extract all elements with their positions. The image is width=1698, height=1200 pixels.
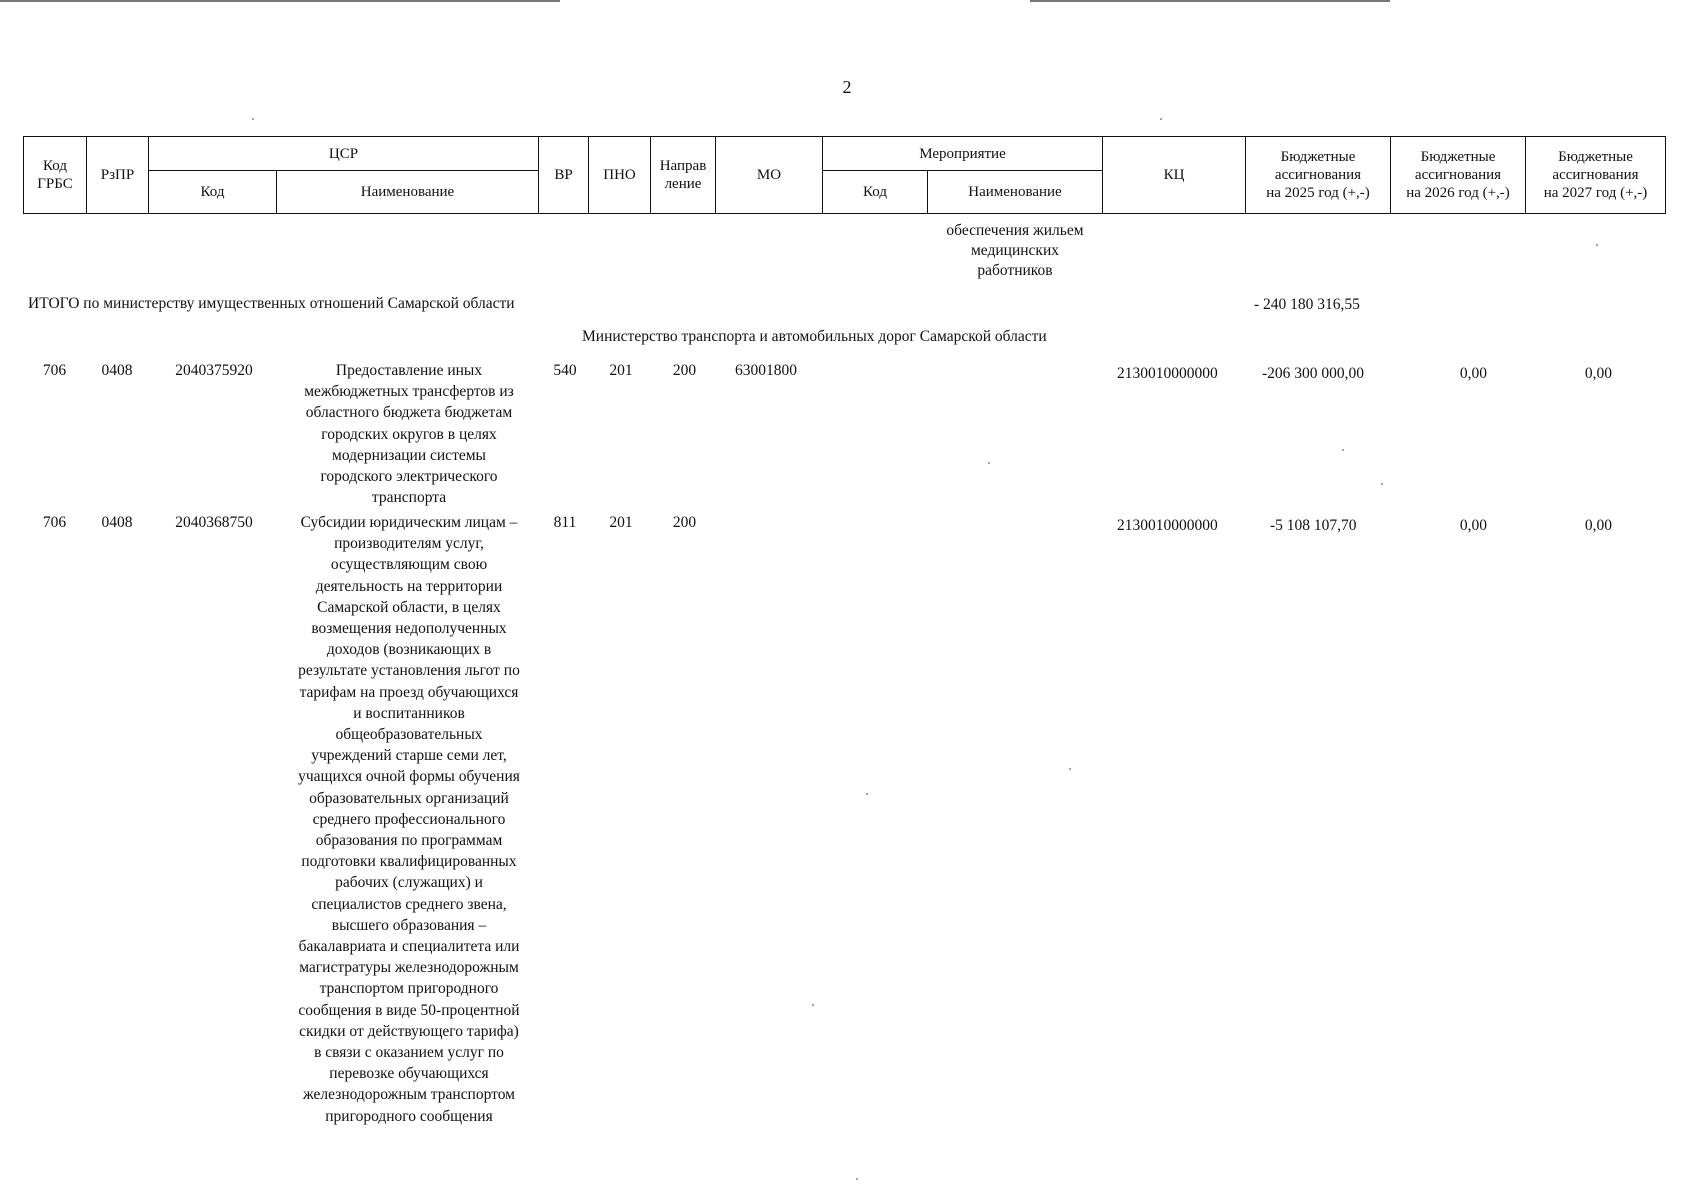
itogo-value: - 240 180 316,55 xyxy=(1254,296,1360,313)
row-naim: Предоставление иных межбюджетных трансфертов из областного бюджета бюджетам городских округов в целях модернизации системы городского электрического транспорта xyxy=(304,362,514,507)
header-kc: КЦ xyxy=(1103,137,1246,214)
scan-speck xyxy=(866,793,868,795)
header-napravlenie: Направ ление xyxy=(651,137,716,214)
row-vr: 811 xyxy=(553,514,577,531)
row-budget-2026: 0,00 xyxy=(1459,365,1487,382)
row-budget-2025: -206 300 000,00 xyxy=(1262,365,1365,382)
scan-speck xyxy=(856,1178,858,1180)
header-budget-2027: Бюджетные ассигнования на 2027 год (+,-) xyxy=(1526,137,1666,214)
scan-speck xyxy=(1160,118,1162,120)
row-napr: 200 xyxy=(672,362,697,379)
header-pno: ПНО xyxy=(589,137,651,214)
row-pno: 201 xyxy=(609,362,633,379)
scan-edge-line xyxy=(0,0,560,2)
row-csr-kod: 2040375920 xyxy=(175,362,253,379)
row-kc: 2130010000000 xyxy=(1117,517,1218,534)
header-budget-2025: Бюджетные ассигнования на 2025 год (+,-) xyxy=(1246,137,1391,214)
budget-table-header xyxy=(23,136,1666,214)
header-mer-naim: Наименование xyxy=(928,171,1103,214)
row-csr-kod: 2040368750 xyxy=(175,514,253,531)
scan-edge-line xyxy=(1030,0,1390,2)
scan-speck xyxy=(1596,244,1598,246)
row-naim: Субсидии юридическим лицам – производителям услуг, осуществляющим свою деятельность на территории Самарской области, в целях возмещения недополученных доходов (возникающих в результате установления льгот по тарифам на проезд обучающихся и воспитанников общеобразовательных учреждений старше семи лет, учащихся очной формы обучения образовательных организаций среднего профессионального образования по программам подготовки квалифицированных рабочих (служащих) и специалистов среднего звена, высшего образования – бакалавриата и специалитета или магистратуры железнодорожным транспортом пригородного сообщения в виде 50-процентной скидки от действующего тарифа) в связи с оказанием услуг по перевозке обучающихся железнодорожным транспортом пригородного сообщения xyxy=(298,514,520,1125)
header-vr: ВР xyxy=(539,137,589,214)
section-title: Министерство транспорта и автомобильных дорог Самарской области xyxy=(582,328,1047,345)
header-rzpr: РзПР xyxy=(87,137,149,214)
scan-speck xyxy=(1069,768,1071,770)
row-rzpr: 0408 xyxy=(101,514,133,531)
row-mo: 63001800 xyxy=(735,362,797,379)
row-grbs: 706 xyxy=(42,514,67,531)
header-csr-kod: Код xyxy=(149,171,277,214)
scan-speck xyxy=(252,118,254,120)
row-budget-2027: 0,00 xyxy=(1584,517,1612,534)
row-budget-2026: 0,00 xyxy=(1459,517,1487,534)
row-vr: 540 xyxy=(553,362,577,379)
scan-speck xyxy=(1381,483,1383,485)
scan-speck xyxy=(812,1004,814,1006)
row-kc: 2130010000000 xyxy=(1117,365,1218,382)
scan-speck xyxy=(988,462,990,464)
header-mo: МО xyxy=(716,137,823,214)
header-meropriyatie: Мероприятие xyxy=(823,137,1103,171)
row-pno: 201 xyxy=(609,514,633,531)
row-budget-2025: -5 108 107,70 xyxy=(1270,517,1357,534)
page-number: 2 xyxy=(842,77,852,97)
scan-speck xyxy=(1342,449,1344,451)
row-grbs: 706 xyxy=(42,362,67,379)
row-budget-2027: 0,00 xyxy=(1584,365,1612,382)
header-csr-naim: Наименование xyxy=(277,171,539,214)
continuation-text: обеспечения жильем медицинских работников xyxy=(946,222,1084,279)
itogo-label: ИТОГО по министерству имущественных отношений Самарской области xyxy=(28,295,515,312)
row-rzpr: 0408 xyxy=(101,362,133,379)
row-napr: 200 xyxy=(672,514,697,531)
header-csr: ЦСР xyxy=(149,137,539,171)
header-kod-grbs: Код ГРБС xyxy=(24,137,87,214)
header-budget-2026: Бюджетные ассигнования на 2026 год (+,-) xyxy=(1391,137,1526,214)
header-mer-kod: Код xyxy=(823,171,928,214)
